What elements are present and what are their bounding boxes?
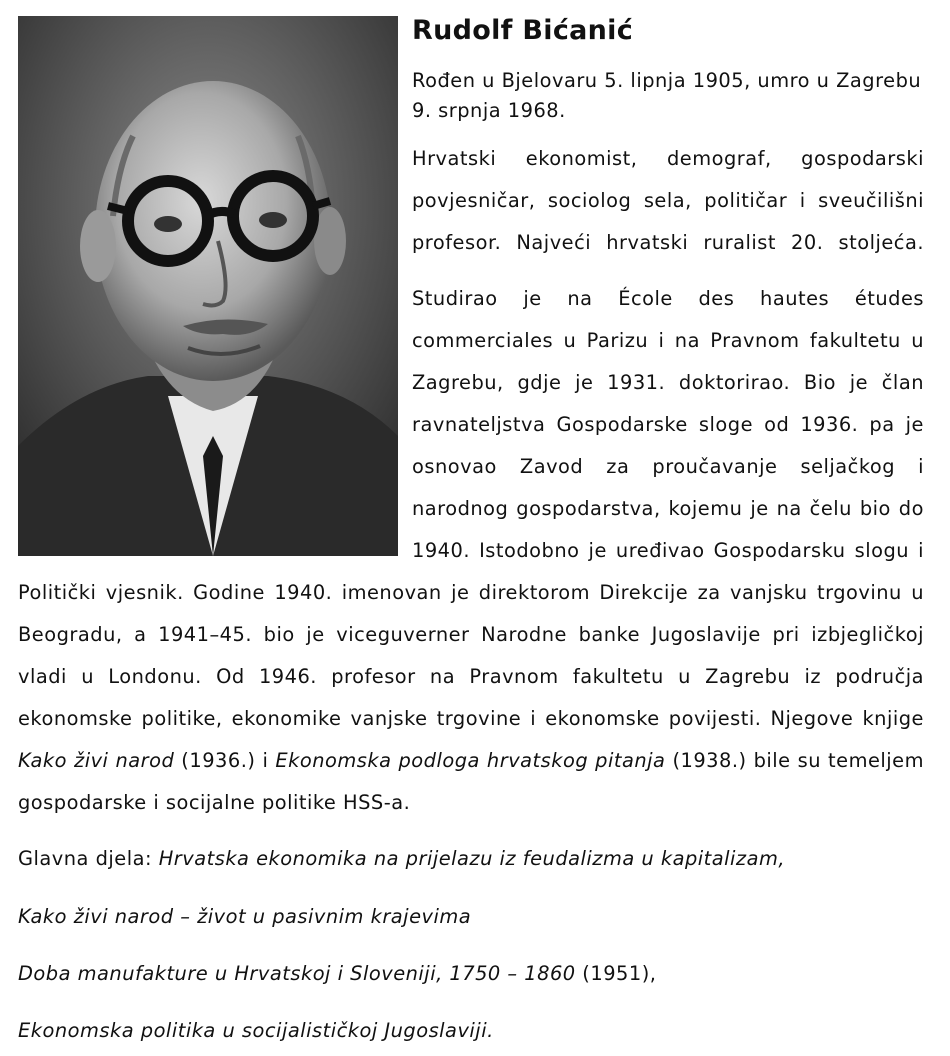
life-dates: Rođen u Bjelovaru 5. lipnja 1905, umro u Zagrebu 9. srpnja 1968. [412, 69, 922, 122]
work-title-1: Hrvatska ekonomika na prijelazu iz feudalizma u kapitalizam, [158, 847, 786, 870]
biography-text-2: (1936.) i [174, 749, 276, 772]
book-title-ekonomska-podloga: Ekonomska podloga hrvatskog pitanja [275, 749, 666, 772]
biography-text-3: (1938.) bile su temeljem gospodarske i socijalne politike HSS-a. [18, 749, 924, 814]
works-line-3 [18, 953, 656, 995]
work-title-2: Kako živi narod – život u pasivnim krajevima [18, 905, 472, 928]
work-title-4: Ekonomska politika u socijalističkoj Jugoslaviji. [18, 1019, 494, 1042]
book-title-kako-zivi-narod: Kako živi narod [18, 749, 175, 772]
biography-paragraph [18, 278, 924, 824]
works-line-4 [18, 1010, 494, 1052]
work-title-3: Doba manufakture u Hrvatskoj i Sloveniji, 1750 – 1860 [18, 962, 576, 985]
person-name-heading: Rudolf Bićanić [412, 15, 634, 46]
work-year-3: (1951), [575, 962, 657, 985]
short-description: Hrvatski ekonomist, demograf, gospodarski povjesničar, sociolog sela, političar i sveučilišni profesor. Najveći hrvatski ruralist 20. stoljeća. [412, 147, 924, 254]
works-line-1 [18, 838, 785, 880]
biography-text-1: Studirao je na École des hautes études commerciales u Parizu i na Pravnom fakultetu u Zagrebu, gdje je 1931. doktorirao. Bio je član ravnateljstva Gospodarske sloge od 1936. pa je osnovao Zavod za proučavanje seljačkog i narodnog gospodarstva, kojemu je na čelu bio do 1940. Istodobno je uređivao Gospodarsku slogu i Politički vjesnik. Godine 1940. imenovan je direktorom Direkcije za vanjsku trgovinu u Beogradu, a 1941–45. bio je viceguverner Narodne banke Jugoslavije pri izbjegličkoj vladi u Londonu. Od 1946. profesor na Pravnom fakultetu u Zagrebu iz područja ekonomske politike, ekonomike vanjske trgovine i ekonomske povijesti. Njegove knjige [18, 287, 924, 730]
works-line-2 [18, 896, 471, 938]
photo-float-spacer [18, 278, 412, 548]
works-label: Glavna djela: [18, 847, 159, 870]
